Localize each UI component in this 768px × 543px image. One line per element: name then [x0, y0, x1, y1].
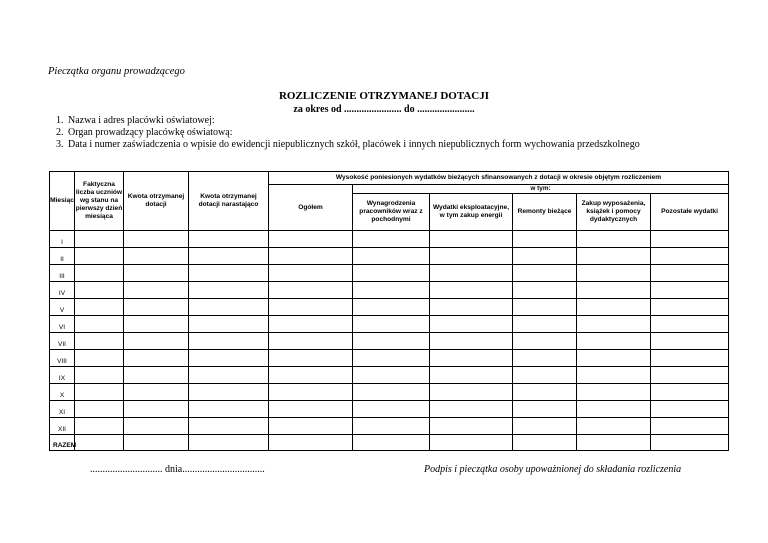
- table-cell[interactable]: [75, 350, 124, 367]
- table-cell[interactable]: [430, 384, 513, 401]
- table-row: [50, 401, 729, 418]
- table-cell[interactable]: [353, 367, 430, 384]
- info-item-name: 1. Nazwa i adres placówki oświatowej:: [66, 115, 640, 127]
- month-label: I: [50, 231, 75, 248]
- table-cell[interactable]: [124, 248, 189, 265]
- header-operational: Wydatki eksploatacyjne, w tym zakup energii: [430, 194, 513, 231]
- table-cell[interactable]: [651, 265, 729, 282]
- table-cell[interactable]: [353, 231, 430, 248]
- table-cell[interactable]: [189, 231, 269, 248]
- header-including: w tym:: [353, 185, 729, 194]
- table-cell[interactable]: [577, 265, 651, 282]
- month-label: VIII: [50, 350, 75, 367]
- table-cell[interactable]: [124, 401, 189, 418]
- table-cell[interactable]: [430, 401, 513, 418]
- table-cell[interactable]: [269, 435, 353, 451]
- signature-caption: Podpis i pieczątka osoby upoważnionej do składania rozliczenia: [424, 464, 682, 475]
- table-cell[interactable]: [577, 282, 651, 299]
- table-cell[interactable]: [124, 350, 189, 367]
- table-cell[interactable]: [353, 435, 430, 451]
- table-cell[interactable]: [577, 418, 651, 435]
- table-cell[interactable]: [189, 350, 269, 367]
- table-cell[interactable]: [189, 265, 269, 282]
- table-cell[interactable]: [513, 384, 577, 401]
- table-cell[interactable]: [651, 401, 729, 418]
- table-row: [50, 418, 729, 435]
- table-cell[interactable]: [75, 435, 124, 451]
- table-cell[interactable]: [430, 333, 513, 350]
- table-cell[interactable]: [189, 435, 269, 451]
- table-cell[interactable]: [513, 316, 577, 333]
- table-cell[interactable]: [189, 401, 269, 418]
- table-cell[interactable]: [269, 384, 353, 401]
- total-label: RAZEM: [50, 435, 75, 451]
- table-cell[interactable]: [189, 316, 269, 333]
- table-cell[interactable]: [189, 333, 269, 350]
- info-list: [52, 115, 640, 151]
- month-label: V: [50, 299, 75, 316]
- table-row: [50, 265, 729, 282]
- table-cell[interactable]: [75, 316, 124, 333]
- table-cell[interactable]: [430, 299, 513, 316]
- month-label: II: [50, 248, 75, 265]
- table-cell[interactable]: [651, 248, 729, 265]
- table-cell[interactable]: [513, 282, 577, 299]
- table-cell[interactable]: [269, 316, 353, 333]
- month-label: XI: [50, 401, 75, 418]
- header-students: Faktyczna liczba uczniów wg stanu na pierwszy dzień miesiąca: [75, 172, 124, 231]
- table-cell[interactable]: [651, 435, 729, 451]
- table-cell[interactable]: [577, 248, 651, 265]
- table-cell[interactable]: [269, 367, 353, 384]
- table-cell[interactable]: [577, 316, 651, 333]
- table-cell[interactable]: [353, 316, 430, 333]
- table-cell[interactable]: [75, 265, 124, 282]
- table-cell[interactable]: [269, 418, 353, 435]
- table-cell[interactable]: [353, 248, 430, 265]
- month-label: IX: [50, 367, 75, 384]
- table-cell[interactable]: [513, 401, 577, 418]
- table-cell[interactable]: [75, 333, 124, 350]
- table-cell[interactable]: [513, 231, 577, 248]
- table-cell[interactable]: [124, 316, 189, 333]
- table-cell[interactable]: [513, 435, 577, 451]
- table-cell[interactable]: [353, 418, 430, 435]
- month-label: XII: [50, 418, 75, 435]
- table-cell[interactable]: [353, 333, 430, 350]
- table-cell[interactable]: [269, 231, 353, 248]
- table-cell[interactable]: [75, 401, 124, 418]
- table-cell[interactable]: [513, 333, 577, 350]
- info-item-organ: 2. Organ prowadzący placówkę oświatową:: [66, 127, 640, 139]
- table-cell[interactable]: [124, 384, 189, 401]
- header-month: Miesiąc: [50, 172, 75, 231]
- table-cell[interactable]: [430, 265, 513, 282]
- table-cell[interactable]: [430, 231, 513, 248]
- table-cell[interactable]: [353, 384, 430, 401]
- table-cell[interactable]: [651, 384, 729, 401]
- month-label: X: [50, 384, 75, 401]
- table-row: [50, 333, 729, 350]
- table-cell[interactable]: [577, 435, 651, 451]
- table-cell[interactable]: [269, 333, 353, 350]
- table-cell[interactable]: [124, 299, 189, 316]
- table-cell[interactable]: [189, 299, 269, 316]
- header-equipment: Zakup wyposażenia, książek i pomocy dydaktycznych: [577, 194, 651, 231]
- table-cell[interactable]: [189, 418, 269, 435]
- table-cell[interactable]: [75, 418, 124, 435]
- month-label: III: [50, 265, 75, 282]
- table-cell[interactable]: [189, 367, 269, 384]
- table-cell[interactable]: [430, 418, 513, 435]
- month-label: IV: [50, 282, 75, 299]
- info-item-registration: 3. Data i numer zaświadczenia o wpisie do ewidencji niepublicznych szkół, placówek i innych niepublicznych form wychowania przedszkolnego: [66, 139, 640, 151]
- table-cell[interactable]: [353, 350, 430, 367]
- month-rows: [50, 231, 729, 435]
- table-cell[interactable]: [269, 248, 353, 265]
- table-row: [50, 248, 729, 265]
- month-label: VI: [50, 316, 75, 333]
- table-cell[interactable]: [124, 231, 189, 248]
- table-row: [50, 367, 729, 384]
- table-cell[interactable]: [124, 282, 189, 299]
- settlement-table: [49, 171, 729, 451]
- table-cell[interactable]: [124, 265, 189, 282]
- table-row: [50, 231, 729, 248]
- table-cell[interactable]: [577, 401, 651, 418]
- table-cell[interactable]: [577, 333, 651, 350]
- table-row-total: [50, 435, 729, 451]
- table-cell[interactable]: [513, 265, 577, 282]
- header-cumulative: Kwota otrzymanej dotacji narastająco: [189, 172, 269, 231]
- table-row: [50, 350, 729, 367]
- table-cell[interactable]: [189, 384, 269, 401]
- table-cell[interactable]: [513, 248, 577, 265]
- header-expenses-group: Wysokość poniesionych wydatków bieżących sfinansowanych z dotacji w okresie objętym rozliczeniem: [269, 172, 729, 185]
- table-cell[interactable]: [430, 316, 513, 333]
- table-cell[interactable]: [651, 299, 729, 316]
- table-cell[interactable]: [75, 384, 124, 401]
- table-cell[interactable]: [577, 384, 651, 401]
- month-label: VII: [50, 333, 75, 350]
- table-cell[interactable]: [651, 282, 729, 299]
- table-row: [50, 282, 729, 299]
- table-row: [50, 299, 729, 316]
- table-cell[interactable]: [577, 299, 651, 316]
- table-cell[interactable]: [513, 299, 577, 316]
- table-cell[interactable]: [189, 248, 269, 265]
- table-cell[interactable]: [577, 350, 651, 367]
- table-cell[interactable]: [430, 248, 513, 265]
- table-cell[interactable]: [269, 350, 353, 367]
- table-cell[interactable]: [269, 282, 353, 299]
- table-cell[interactable]: [651, 316, 729, 333]
- table-cell[interactable]: [353, 401, 430, 418]
- header-received: Kwota otrzymanej dotacji: [124, 172, 189, 231]
- table-cell[interactable]: [430, 282, 513, 299]
- table-cell[interactable]: [75, 367, 124, 384]
- table-cell[interactable]: [75, 231, 124, 248]
- table-cell[interactable]: [430, 367, 513, 384]
- date-line: ............................. dnia.................................: [90, 464, 265, 475]
- header-other: Pozostałe wydatki: [651, 194, 729, 231]
- table-cell[interactable]: [577, 367, 651, 384]
- table-cell[interactable]: [75, 248, 124, 265]
- table-cell[interactable]: [513, 367, 577, 384]
- header-repairs: Remonty bieżące: [513, 194, 577, 231]
- stamp-caption: Pieczątka organu prowadzącego: [48, 66, 185, 77]
- table-cell[interactable]: [75, 282, 124, 299]
- table-cell[interactable]: [124, 333, 189, 350]
- table-cell[interactable]: [269, 265, 353, 282]
- table-cell[interactable]: [430, 350, 513, 367]
- table-cell[interactable]: [189, 282, 269, 299]
- table-cell[interactable]: [124, 418, 189, 435]
- table-cell[interactable]: [651, 367, 729, 384]
- table-cell[interactable]: [513, 418, 577, 435]
- table-cell[interactable]: [430, 435, 513, 451]
- table-cell[interactable]: [269, 401, 353, 418]
- table-cell[interactable]: [353, 282, 430, 299]
- table-cell[interactable]: [269, 299, 353, 316]
- table-cell[interactable]: [651, 333, 729, 350]
- table-row: [50, 384, 729, 401]
- table-cell[interactable]: [124, 435, 189, 451]
- table-cell[interactable]: [353, 299, 430, 316]
- header-total: Ogółem: [269, 185, 353, 231]
- table-cell[interactable]: [353, 265, 430, 282]
- table-row: [50, 316, 729, 333]
- table-cell[interactable]: [75, 299, 124, 316]
- table-cell[interactable]: [651, 350, 729, 367]
- table-cell[interactable]: [577, 231, 651, 248]
- table-cell[interactable]: [513, 350, 577, 367]
- table-cell[interactable]: [651, 418, 729, 435]
- header-salaries: Wynagrodzenia pracowników wraz z pochodnymi: [353, 194, 430, 231]
- table-cell[interactable]: [124, 367, 189, 384]
- period-line: za okres od ....................... do .......................: [293, 104, 475, 115]
- document-title: ROZLICZENIE OTRZYMANEJ DOTACJI: [278, 90, 490, 102]
- table-cell[interactable]: [651, 231, 729, 248]
